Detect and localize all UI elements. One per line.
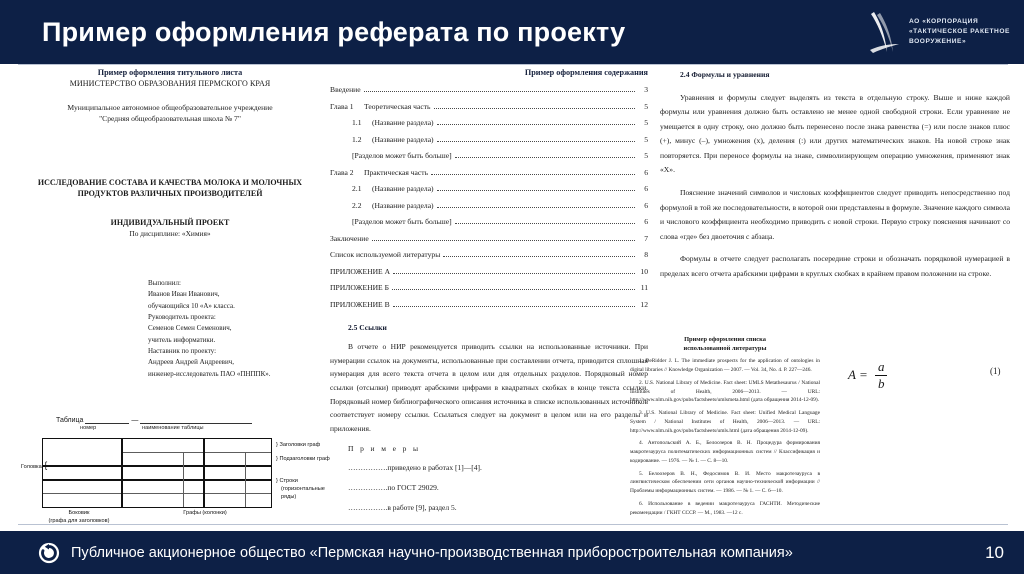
toc-row [330,217,648,226]
work-title-line-2: ПРОДУКТОВ РАЗЛИЧНЫХ ПРОИЗВОДИТЕЛЕЙ [77,189,263,199]
toc-text: [Разделов может быть больше] [352,217,452,226]
example-line: …………….по ГОСТ 29029. [348,482,439,492]
toc-leader [437,120,635,125]
logo-line-1: АО «КОРПОРАЦИЯ [908,17,979,25]
toc-leader [437,137,635,142]
toc-page: 10 [640,266,648,276]
bibliography-heading-line-2: использованной литературы [683,344,767,352]
toc-page: 5 [644,101,648,111]
toc-number: Глава 2 [330,167,354,177]
author-line: Выполнил: [148,278,181,287]
toc-row [330,184,648,193]
example-line: …………….приведено в работах [1]—[4]. [348,463,482,473]
toc-leader [431,170,635,175]
grid-line-v [121,439,123,507]
organization-line-1: Муниципальное автономное общеобразовательное учреждение [67,103,273,112]
title-page-note: Пример оформления титульного листа [97,68,243,77]
toc-row [330,283,648,292]
brace-glyph: } [276,442,278,448]
work-discipline: По дисциплине: «Химия» [129,228,211,238]
label-sidebar-line-2: (графа для заголовков) [48,517,110,524]
toc-page: 6 [644,200,648,210]
section-formulas-paragraph: Пояснение значений символов и числовых коэффициентов следует приводить непосредственно под формулой в той же последовательности, в которой они представлены в формуле. Значение каждого символа и числового коэффициента необходимо приводить с новой строки. Первую строку пояснения начинают со слова «где» без двоеточия с абзаца. [660,188,1010,241]
label-rows-line-1: Строки [279,478,298,484]
grid-line-h [43,465,271,467]
table-schematic [20,416,330,526]
label-column-subheaders [276,456,330,464]
author-line: Наставник по проекту: [148,346,217,355]
formula-display [848,360,887,392]
organization-line-2: "Средняя общеобразовательная школа № 7" [99,114,241,124]
toc-number: 1.2 [352,134,362,144]
toc-leader [393,302,635,307]
bibliography-item: 5. Белоозеров В. Н., Федосимов В. И. Место макротезауруса в лингвистическом обеспечении сети органов научно-технической информации // Проблемы информационных систем. — 1986. — № 1. — С. 6—10. [630,470,820,495]
label-columns: Графы (колонки) [183,510,227,516]
section-formulas-paragraph: Формулы в отчете следует располагать посередине строки и обозначать порядковой нумерацией в пределах всего отчета арабскими цифрами в круглых скобках в крайнем правом положении на строке. [660,254,1010,278]
toc-number: 2.1 [352,184,362,193]
example-line: …………….в работе [9], раздел 5. [348,502,457,512]
toc-page: 6 [644,217,648,226]
grid-line-v [203,439,205,507]
toc-page: 5 [644,134,648,144]
logo-line-2: «ТАКТИЧЕСКОЕ РАКЕТНОЕ [908,27,1010,35]
bibliography-item: 6. Использование в ведении макротезауруса ГАСНТИ. Методические рекомендации / ГКНТ СССР. — М., 1983. —12 с. [630,500,820,516]
toc-text: Практическая часть [364,167,429,177]
toc-row [330,267,648,276]
toc-leader [455,219,635,224]
toc-row [330,250,648,259]
toc-row [330,135,648,144]
toc-text: ПРИЛОЖЕНИЕ Б [330,283,389,292]
toc-row [330,300,648,309]
bibliography-heading-line-1: Пример оформления списка [684,336,766,343]
authors-block [148,278,320,380]
table-caption-name-label: наименование таблицы [142,425,204,431]
footer-company-name: Публичное акционерное общество «Пермская научно-производственная приборостроительная компания» [71,544,793,561]
grid-line-h [121,452,271,453]
toc-number: 1.1 [352,118,362,127]
grid-line-v [183,452,184,507]
label-column-headers [276,442,320,450]
label-column-subheaders-text: Подзаголовки граф [279,456,330,462]
column-contents [330,68,648,520]
head-label: Головка [21,464,42,470]
work-title-line-1: ИССЛЕДОВАНИЕ СОСТАВА И КАЧЕСТВА МОЛОКА И МОЛОЧНЫХ [37,177,303,187]
toc-page: 6 [644,167,648,177]
toc-text: (Название раздела) [372,184,434,193]
section-formulas-heading: 2.4 Формулы и уравнения [680,70,770,79]
toc-text: Список используемой литературы [330,250,441,259]
author-line: обучающийся 10 «А» класса. [148,301,235,310]
toc-row [330,151,648,160]
toc-text: Введение [330,85,361,94]
refresh-circle-icon [38,542,60,564]
toc-page: 12 [640,299,648,309]
label-rows-line-3: ряды) [281,493,297,500]
author-line: инженер-исследователь ПАО «ПНППК». [148,369,271,378]
toc-text: (Название раздела) [372,200,434,210]
label-rows [276,478,325,501]
toc-text: ПРИЛОЖЕНИЕ В [330,299,390,309]
table-caption-word: Таблица [56,417,84,424]
toc-row [330,234,648,243]
section-formulas [660,68,1010,282]
work-kind: ИНДИВИДУАЛЬНЫЙ ПРОЕКТ [110,217,230,227]
toc-note: Пример оформления содержания [524,68,648,77]
toc-page: 6 [644,184,648,193]
toc-leader [364,87,635,92]
bibliography-item: 1. DeRidder J. L. The immediate prospects for the application of ontologies in digital libraries // Knowledge Organization — 2007. — Vol. 34, No. 4. P. 227—246. [630,358,820,374]
brace-glyph: } [276,478,278,484]
formula-left-side: A = [848,366,868,382]
slide-page-number: 10 [985,542,1004,562]
toc-row [330,118,648,127]
organization-block [20,102,320,125]
toc-leader [434,104,636,109]
document-canvas [0,64,1024,531]
label-sidebar [34,510,124,526]
table-caption [56,416,252,424]
corporate-logo [868,10,1010,54]
bibliography-block [630,336,820,521]
toc-leader [437,203,635,208]
author-line: учитель информатики. [148,335,216,344]
author-line: Андреев Андрей Андреевич, [148,358,234,367]
toc-text: ПРИЛОЖЕНИЕ А [330,266,391,276]
table-caption-number-label: номер [80,425,97,431]
toc-text: [Разделов может быть больше] [352,151,452,160]
toc-page: 5 [644,151,648,160]
table-grid [42,438,272,508]
toc-page: 8 [644,250,648,259]
toc-text: (Название раздела) [372,118,434,127]
toc-text: Теоретическая часть [364,101,431,111]
slide-header [0,0,1024,64]
toc-leader [455,153,635,158]
slide-footer [0,531,1024,574]
label-column-headers-text: Заголовки граф [279,442,321,448]
toc-leader [372,236,635,241]
toc-number: 2.2 [352,200,362,210]
page-title: Пример оформления реферата по проекту [42,16,626,47]
formula-number: (1) [990,366,1001,376]
table-of-contents [330,85,648,309]
toc-row [330,168,648,177]
grid-line-h [43,479,271,481]
toc-leader [392,285,635,290]
toc-row [330,201,648,210]
toc-leader [393,269,635,274]
author-line: Руководитель проекта: [148,312,216,321]
brace-glyph: } [276,456,278,462]
grid-line-h [43,493,271,494]
toc-page: 7 [644,233,648,243]
formula-denominator: b [877,375,885,391]
toc-leader [437,186,635,191]
toc-page: 5 [644,118,648,127]
formula-fraction [875,360,888,392]
formula-numerator: a [875,360,888,376]
section-links-heading: 2.5 Ссылки [348,322,387,332]
section-links [330,321,648,515]
work-title [20,177,320,200]
logo-line-3: ВООРУЖЕНИЕ» [908,38,967,46]
toc-row [330,85,648,94]
ministry-line: МИНИСТЕРСТВО ОБРАЗОВАНИЯ ПЕРМСКОГО КРАЯ [69,79,271,88]
divider-top [18,64,1008,65]
column-title-page [20,68,320,380]
label-rows-line-2: (горизонтальные [281,485,325,492]
author-line: Семенов Семен Семенович, [148,324,232,333]
section-links-paragraph: В отчете о НИР рекомендуется приводить ссылки на использованные источники. При нумерации ссылок на документы, использованные при составлении отчета, приводится сплошная нумерация для всего текста отчета в целом или для отдельных разделов. Порядковый номер ссылки (отсылки) приводят арабскими цифрами в квадратных скобках в конце текста ссылки. Порядковый номер библиографического описания источника в списке использованных источников соответствует номеру ссылки. Ссылаться следует на документ в целом или на его разделы и приложения. [330,342,648,433]
toc-row [330,102,648,111]
toc-leader [443,252,635,257]
toc-page: 11 [640,283,648,292]
section-formulas-paragraph: Уравнения и формулы следует выделять из текста в отдельную строку. Выше и ниже каждой формулы или уравнения должно быть оставлено не менее одной свободной строки. Если уравнение не умещается в одну строку, оно должно быть перенесено после знака равенства (=) или после знаков плюс (+), минус (–), умножения (х), деления (:) или других математических знаков. На новой строке знак повторяется. При переносе формулы на знаке, символизирующем операцию умножения, применяют знак «Х». [660,92,1010,175]
grid-line-v [245,452,246,507]
toc-page: 3 [644,85,648,94]
toc-text: Заключение [330,233,369,243]
table-caption-dash: — [131,417,139,424]
examples-heading: П р и м е р ы [348,443,421,453]
bibliography-heading [630,336,820,353]
bibliography-item: 3. U.S. National Library of Medicine. Fact sheet: Unified Medical Language System / National Institutes of Health, 2006—2013. — URL: http://www.nlm.nih.gov/pubs/factsheets/umls.html (дата обращения 2014-12-09). [630,410,820,434]
toc-text: (Название раздела) [372,134,434,144]
bibliography-item: 4. Антопольский А. Б., Белоозеров В. Н. Процедура формирования макротезауруса политематических информационных систем // Классификация и кодирование. — 1976. — № 1. — С. 8—10. [630,440,820,464]
label-sidebar-line-1: Боковик [68,510,90,516]
logo-text [909,17,1010,48]
wave-logo-icon [868,10,902,54]
bibliography-item: 2. U.S. National Library of Medicine. Fact sheet: UMLS Metathesaurus / National Institutes of Health, 2006—2013. — URL: http://www.nlm.nih.gov/pubs/factsheets/umlsmeta.html (дата обращения 2014-12-09). [630,379,820,404]
author-line: Иванов Иван Иванович, [148,290,220,299]
toc-number: Глава 1 [330,101,354,111]
